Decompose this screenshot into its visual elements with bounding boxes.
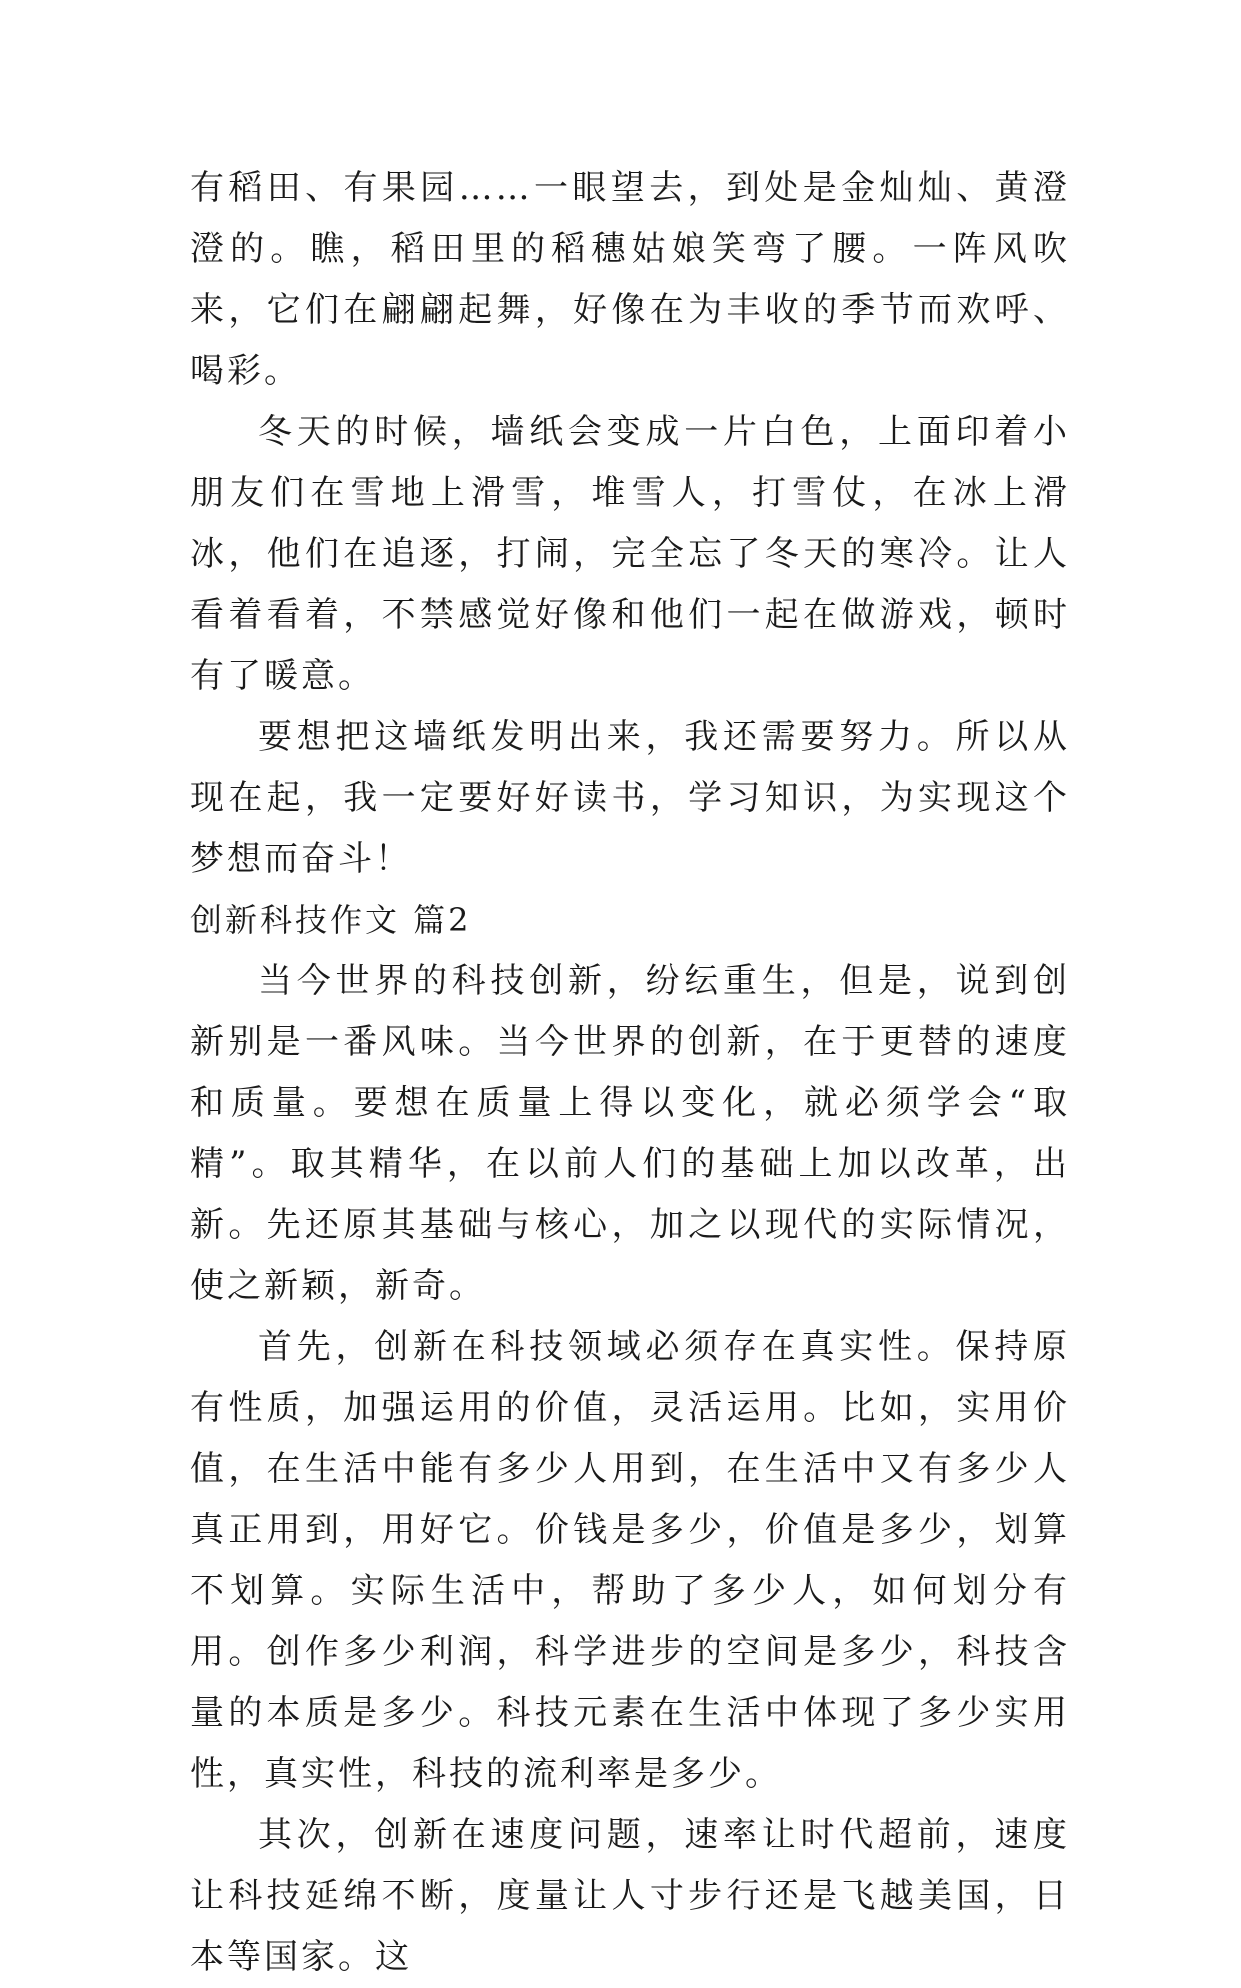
paragraph: 其次，创新在速度问题，速率让时代超前，速度让科技延绵不断，度量让人寸步行还是飞越美国，日本等国家。这: [190, 1815, 1070, 1977]
document-body: [190, 158, 1070, 1988]
paragraph: 要想把这墙纸发明出来，我还需要努力。所以从现在起，我一定要好好读书，学习知识，为实现这个梦想而奋斗！: [190, 717, 1070, 879]
paragraph: 冬天的时候，墙纸会变成一片白色，上面印着小朋友们在雪地上滑雪，堆雪人，打雪仗，在冰上滑冰，他们在追逐，打闹，完全忘了冬天的寒冷。让人看着看着，不禁感觉好像和他们一起在做游戏，顿时有了暖意。: [190, 412, 1070, 696]
paragraph: 有稻田、有果园……一眼望去，到处是金灿灿、黄澄澄的。瞧，稻田里的稻穗姑娘笑弯了腰。一阵风吹来，它们在翩翩起舞，好像在为丰收的季节而欢呼、喝彩。: [190, 168, 1070, 391]
paragraph: 首先，创新在科技领域必须存在真实性。保持原有性质，加强运用的价值，灵活运用。比如，实用价值，在生活中能有多少人用到，在生活中又有多少人真正用到，用好它。价钱是多少，价值是多少，划算不划算。实际生活中，帮助了多少人，如何划分有用。创作多少利润，科学进步的空间是多少，科技含量的本质是多少。科技元素在生活中体现了多少实用性，真实性，科技的流利率是多少。: [190, 1327, 1070, 1794]
paragraph: 当今世界的科技创新，纷纭重生，但是，说到创新别是一番风味。当今世界的创新，在于更替的速度和质量。要想在质量上得以变化，就必须学会“取精”。取其精华，在以前人们的基础上加以改革，出新。先还原其基础与核心，加之以现代的实际情况，使之新颖，新奇。: [190, 961, 1070, 1306]
section-heading: 创新科技作文 篇2: [190, 901, 472, 939]
